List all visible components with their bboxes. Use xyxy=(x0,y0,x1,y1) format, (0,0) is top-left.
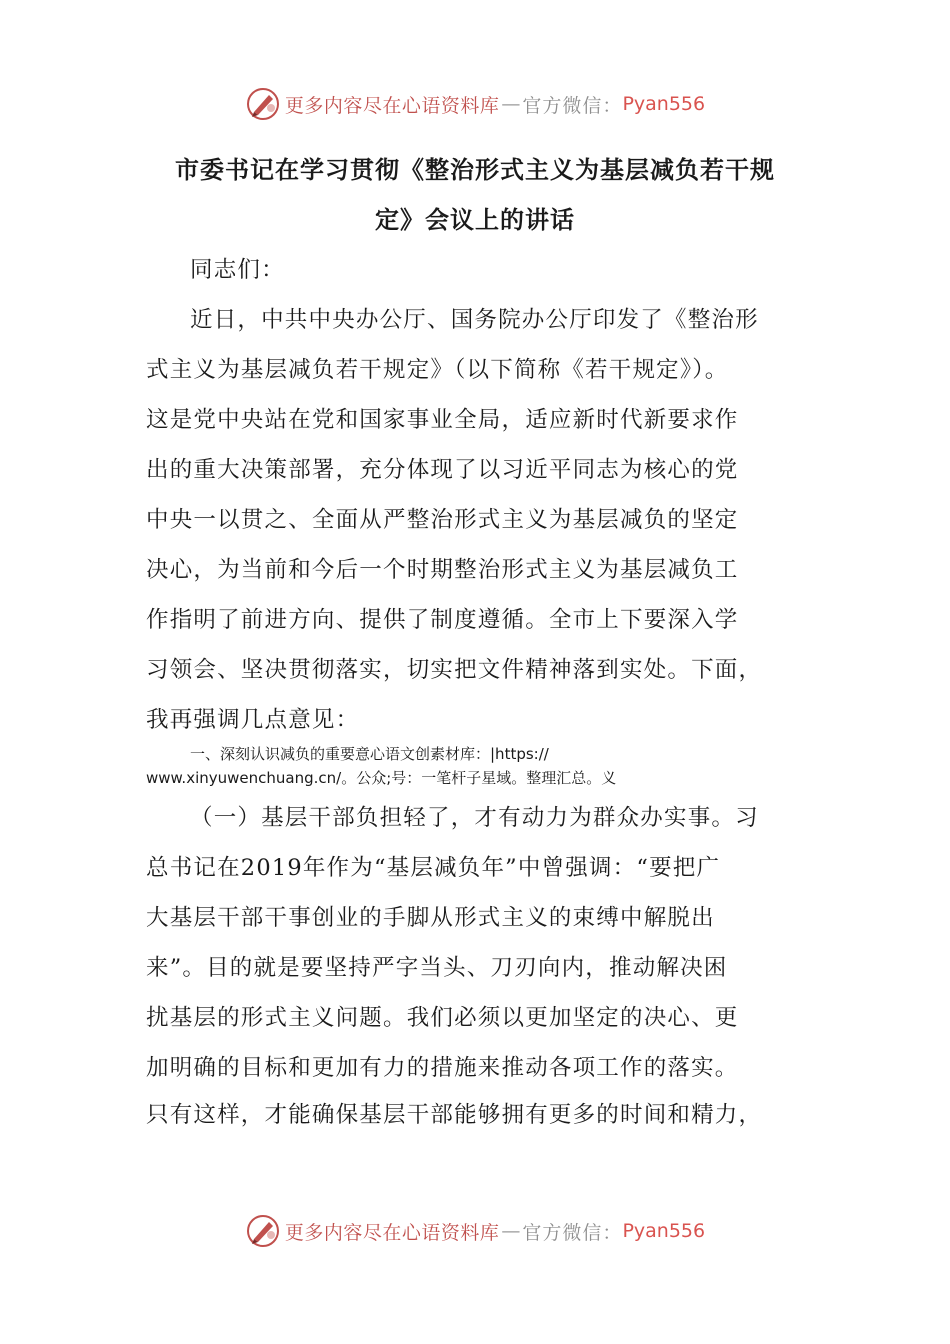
document-title-line-2: 定》会议上的讲话 xyxy=(375,206,575,234)
para2-line: 扰基层的形式主义问题。我们必须以更加坚定的决心、更 xyxy=(146,1005,739,1031)
para2-line: （一）基层干部负担轻了，才有动力为群众办实事。习 xyxy=(190,805,759,831)
document-title-line-1: 市委书记在学习贯彻《整治形式主义为基层减负若干规 xyxy=(175,156,775,184)
para2-line: 只有这样，才能确保基层干部能够拥有更多的时间和精力， xyxy=(146,1102,763,1128)
para1-line: 出的重大决策部署，充分体现了以习近平同志为核心的党 xyxy=(146,457,739,483)
para2-line: 总书记在2019年作为“基层减负年”中曾强调：“要把广 xyxy=(146,855,721,881)
banner-dash: — xyxy=(501,93,521,115)
banner-dash: — xyxy=(501,1220,521,1242)
banner-official-label: 官方微信： xyxy=(522,1221,623,1244)
banner-handle: Pyan556 xyxy=(622,1220,706,1242)
para1-line: 决心，为当前和今后一个时期整治形式主义为基层减负工 xyxy=(146,557,739,583)
salutation: 同志们： xyxy=(190,257,285,283)
para1-line: 式主义为基层减负若干规定》（以下简称《若干规定》）。 xyxy=(146,357,729,383)
para1-line: 习领会、坚决贯彻落实，切实把文件精神落到实处。下面， xyxy=(146,657,763,683)
pen-logo-icon xyxy=(245,1213,281,1249)
header-banner xyxy=(0,84,950,124)
section-heading-line-1: 一、深刻认识减负的重要意心语文创素材库：|https:// xyxy=(190,745,549,763)
footer-banner xyxy=(0,1211,950,1251)
banner-official-label: 官方微信： xyxy=(522,94,623,117)
para1-line: 中央一以贯之、全面从严整治形式主义为基层减负的坚定 xyxy=(146,507,739,533)
para1-line: 近日，中共中央办公厅、国务院办公厅印发了《整治形 xyxy=(190,307,759,333)
para2-line: 来”。目的就是要坚持严字当头、刀刃向内，推动解决困 xyxy=(146,955,728,981)
para2-line: 加明确的目标和更加有力的措施来推动各项工作的落实。 xyxy=(146,1055,739,1081)
banner-handle: Pyan556 xyxy=(622,93,706,115)
para1-line: 作指明了前进方向、提供了制度遵循。全市上下要深入学 xyxy=(146,607,739,633)
section-heading-line-2: www.xinyuwenchuang.cn/。公众;号：一笔杆子星域。整理汇总。义 xyxy=(146,769,617,787)
para1-line: 我再强调几点意见： xyxy=(146,707,360,733)
banner-brand: 更多内容尽在心语资料库 xyxy=(284,94,500,117)
pen-logo-icon xyxy=(245,86,281,122)
para2-line: 大基层干部干事创业的手脚从形式主义的束缚中解脱出 xyxy=(146,905,715,931)
para1-line: 这是党中央站在党和国家事业全局，适应新时代新要求作 xyxy=(146,407,739,433)
banner-brand: 更多内容尽在心语资料库 xyxy=(284,1221,500,1244)
